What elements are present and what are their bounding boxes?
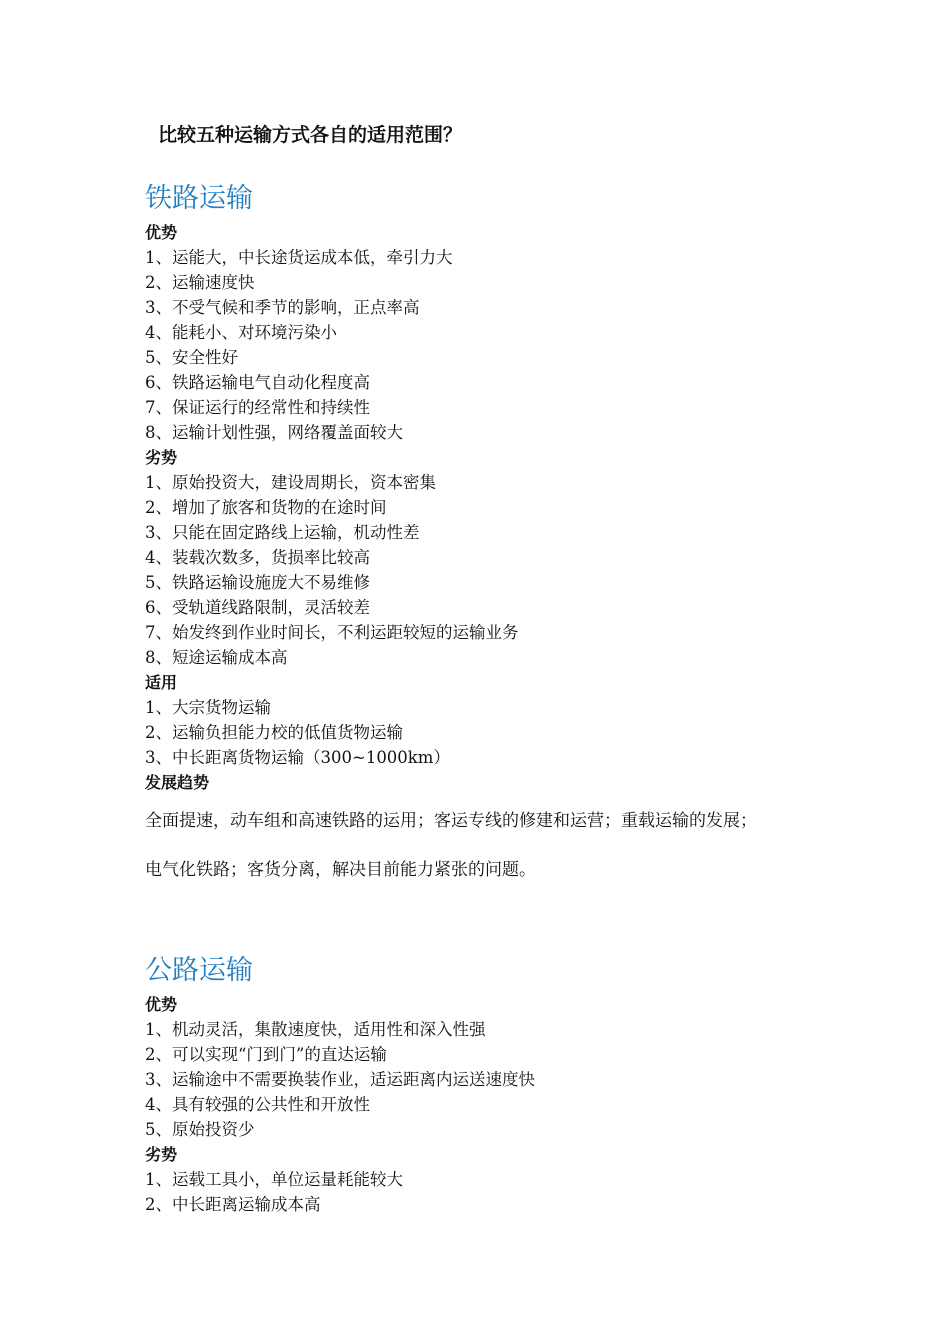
- list-item: 2、增加了旅客和货物的在途时间: [145, 498, 387, 517]
- list-item: 5、原始投资少: [145, 1120, 255, 1139]
- disadvantages-list: [145, 470, 845, 670]
- section-heading: 公路运输: [145, 955, 253, 986]
- list-item: 2、运输速度快: [145, 273, 255, 292]
- list-item: 4、能耗小、对环境污染小: [145, 323, 337, 342]
- list-item: 2、运输负担能力校的低值货物运输: [145, 723, 403, 742]
- advantages-heading: 优势: [145, 223, 178, 242]
- section-railway: [145, 180, 845, 883]
- list-item: 5、安全性好: [145, 348, 238, 367]
- list-item: 2、可以实现“门到门”的直达运输: [145, 1045, 387, 1064]
- usage-list: [145, 695, 845, 770]
- list-item: 3、不受气候和季节的影响，正点率高: [145, 298, 420, 317]
- list-item: 1、机动灵活，集散速度快，适用性和深入性强: [145, 1020, 486, 1039]
- section-heading: 铁路运输: [145, 183, 253, 214]
- list-item: 4、装载次数多，货损率比较高: [145, 548, 370, 567]
- list-item: 1、运载工具小，单位运量耗能较大: [145, 1170, 403, 1189]
- list-item: 1、原始投资大，建设周期长，资本密集: [145, 473, 436, 492]
- list-item: 7、始发终到作业时间长，不利运距较短的运输业务: [145, 623, 519, 642]
- disadvantages-list: [145, 1167, 845, 1217]
- list-item: 4、具有较强的公共性和开放性: [145, 1095, 370, 1114]
- trend-paragraph: 电气化铁路；客货分离，解决目前能力紧张的问题。: [145, 860, 536, 880]
- list-item: 7、保证运行的经常性和持续性: [145, 398, 370, 417]
- list-item: 2、中长距离运输成本高: [145, 1195, 321, 1214]
- list-item: 3、运输途中不需要换装作业，适运距离内运送速度快: [145, 1070, 535, 1089]
- list-item: 3、中长距离货物运输（300~1000km）: [145, 748, 450, 767]
- usage-heading: 适用: [145, 673, 178, 692]
- list-item: 3、只能在固定路线上运输，机动性差: [145, 523, 420, 542]
- trend-heading: 发展趋势: [145, 773, 210, 792]
- advantages-list: [145, 245, 845, 445]
- list-item: 1、大宗货物运输: [145, 698, 271, 717]
- advantages-heading: 优势: [145, 995, 178, 1014]
- disadvantages-heading: 劣势: [145, 1145, 178, 1164]
- section-road: [145, 952, 845, 1217]
- disadvantages-heading: 劣势: [145, 448, 178, 467]
- list-item: 6、受轨道线路限制，灵活较差: [145, 598, 370, 617]
- list-item: 5、铁路运输设施庞大不易维修: [145, 573, 370, 592]
- trend-paragraph: 全面提速，动车组和高速铁路的运用；客运专线的修建和运营；重载运输的发展；: [145, 811, 757, 831]
- list-item: 1、运能大，中长途货运成本低，牵引力大: [145, 248, 453, 267]
- advantages-list: [145, 1017, 845, 1142]
- list-item: 6、铁路运输电气自动化程度高: [145, 373, 370, 392]
- list-item: 8、运输计划性强，网络覆盖面较大: [145, 423, 403, 442]
- list-item: 8、短途运输成本高: [145, 648, 288, 667]
- document-title: 比较五种运输方式各自的适用范围？: [158, 124, 463, 146]
